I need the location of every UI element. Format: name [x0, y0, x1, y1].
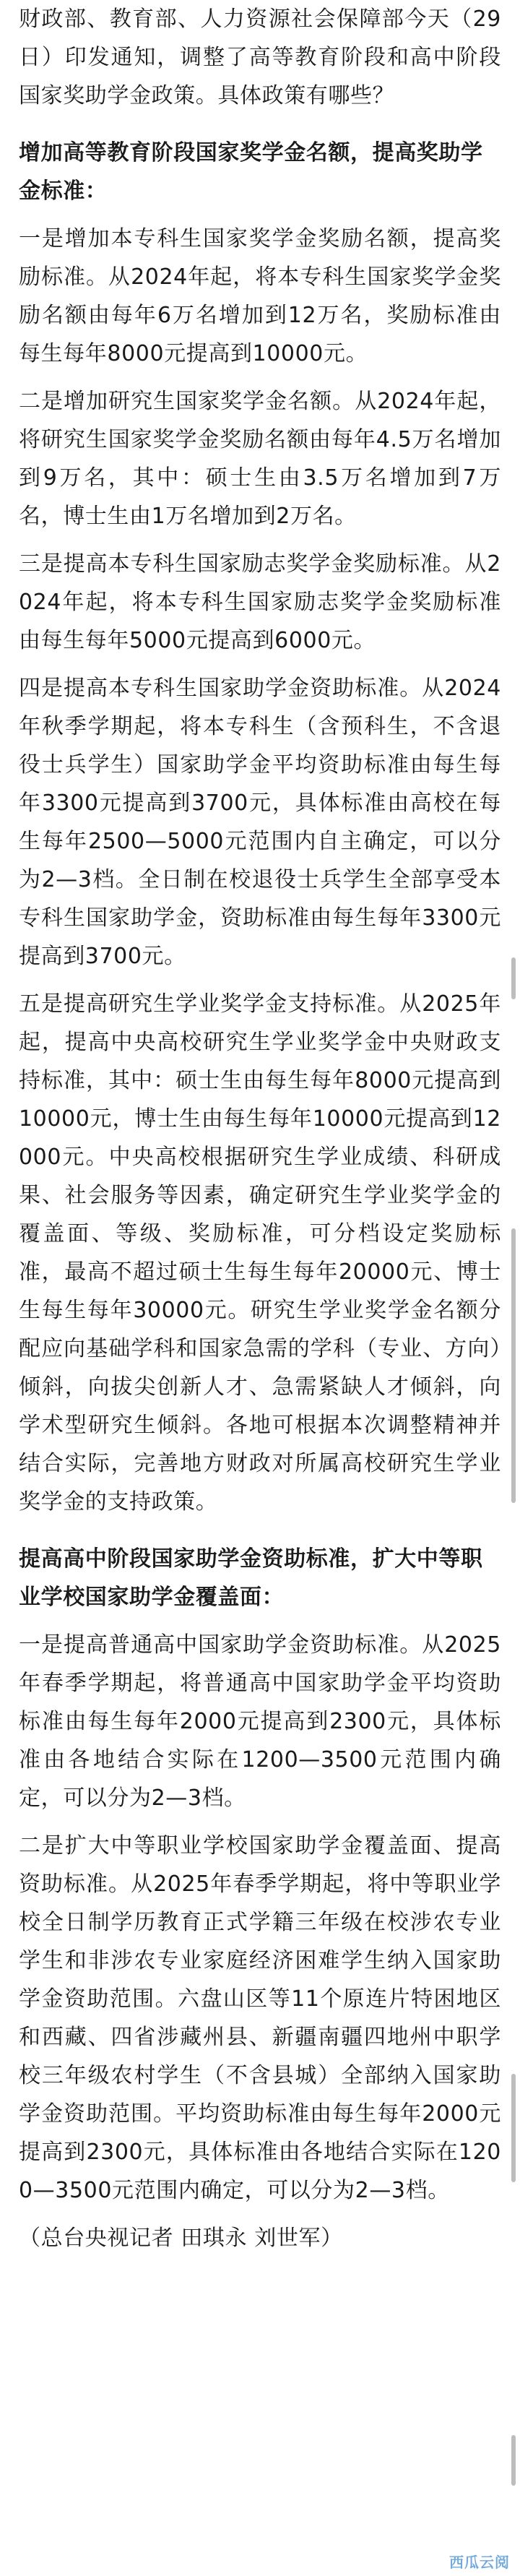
paragraph-graduate-national-scholarship: 二是增加研究生国家奖学金名额。从2024年起，将研究生国家奖学金奖励名额由每年4.5万名增加到9万名，其中：硕士生由3.5万名增加到7万名，博士生由1万名增加到2万名。 — [19, 389, 501, 529]
paragraph-high-school-grant: 一是提高普通高中国家助学金资助标准。从2025年春季学期起，将普通高中国家助学金平均资助标准由每生每年2000元提高到2300元，具体标准由各地结合实际在1200—3500元范围内确定，可以分为2—3档。 — [19, 1632, 501, 1811]
intro-paragraph: 财政部、教育部、人力资源社会保障部今天（29日）印发通知，调整了高等教育阶段和高中阶段国家奖助学金政策。具体政策有哪些？ — [19, 7, 501, 108]
section-heading-high-school: 提高高中阶段国家助学金资助标准，扩大中等职业学校国家助学金覆盖面： — [19, 1546, 483, 1610]
paragraph-inspirational-scholarship: 三是提高本专科生国家励志奖学金奖励标准。从2024年起，将本专科生国家励志奖学金奖励标准由每生每年5000元提高到6000元。 — [19, 551, 501, 653]
scrollbar-thumb[interactable] — [511, 957, 516, 999]
scrollbar-track-segment-lower — [511, 2074, 516, 2182]
paragraph-graduate-academic-scholarship: 五是提高研究生学业奖学金支持标准。从2025年起，提高中央高校研究生学业奖学金中央财政支持标准，其中：硕士生由每生每年8000元提高到10000元，博士生由每生每年10000元提高到12000元。中央高校根据研究生学业成绩、科研成果、社会服务等因素，确定研究生学业奖学金的覆盖面、等级、奖励标准，可分档设定奖励标准，最高不超过硕士生每生每年20000元、博士生每生每年30000元。研究生学业奖学金名额分配应向基础学科和国家急需的学科（专业、方向）倾斜，向拔尖创新人才、急需紧缺人才倾斜，向学术型研究生倾斜。各地可根据本次调整精神并结合实际，完善地方财政对所属高校研究生学业奖学金的支持政策。 — [19, 991, 501, 1515]
section-heading-higher-education: 增加高等教育阶段国家奖学金名额，提高奖助学金标准： — [19, 140, 483, 204]
scrollbar-track-segment — [511, 1228, 516, 1503]
reporter-credit: （总台央视记者 田琪永 刘世军） — [19, 2226, 343, 2251]
paragraph-undergrad-national-scholarship: 一是增加本专科生国家奖学金奖励名额，提高奖励标准。从2024年起，将本专科生国家奖学金奖励名额由每年6万名增加到12万名，奖励标准由每生每年8000元提高到10000元。 — [19, 226, 501, 366]
scrollbar-track-segment-bottom — [511, 2435, 516, 2486]
paragraph-undergrad-grant: 四是提高本专科生国家助学金资助标准。从2024年秋季学期起，将本专科生（含预科生，不含退役士兵学生）国家助学金平均资助标准由每生每年3300元提高到3700元，具体标准由高校在每生每年2500—5000元范围内自主确定，可以分为2—3档。全日制在校退役士兵学生全部享受本专科生国家助学金，资助标准由每生每年3300元提高到3700元。 — [19, 676, 501, 969]
watermark-logo: 西瓜云阅 — [449, 2554, 510, 2571]
paragraph-vocational-school-grant: 二是扩大中等职业学校国家助学金覆盖面、提高资助标准。从2025年春季学期起，将中等职业学校全日制学历教育正式学籍三年级在校涉农专业学生和非涉农专业家庭经济困难学生纳入国家助学金资助范围。六盘山区等11个原连片特困地区和西藏、四省涉藏州县、新疆南疆四地州中职学校三年级农村学生（不含县城）全部纳入国家助学金资助范围。平均资助标准由每生每年2000元提高到2300元，具体标准由各地结合实际在1200—3500元范围内确定，可以分为2—3档。 — [19, 1833, 501, 2203]
